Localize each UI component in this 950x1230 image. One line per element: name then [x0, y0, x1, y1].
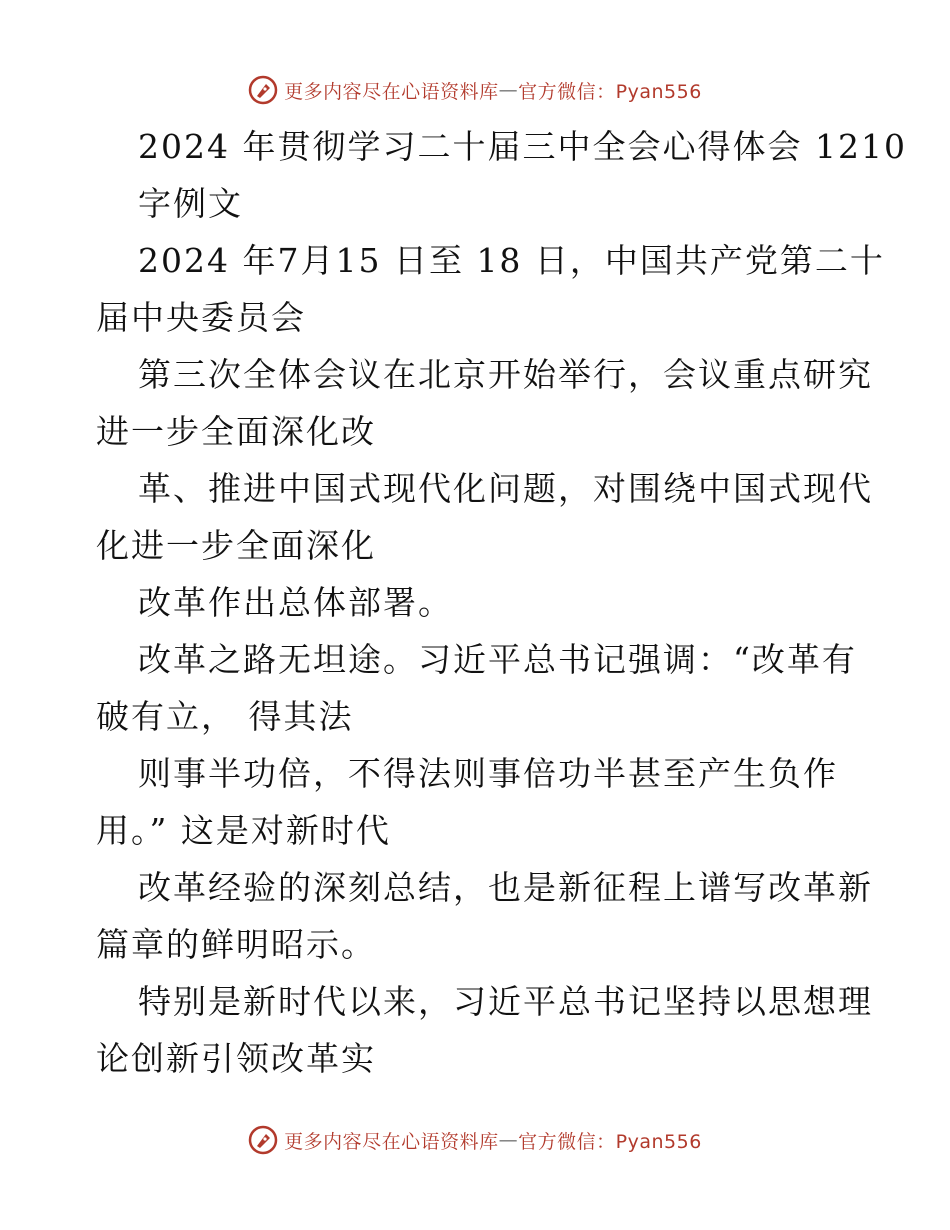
- title-line-2: 字例文: [138, 184, 243, 223]
- header-banner: [0, 70, 950, 110]
- paragraph-line: 化进一步全面深化: [96, 526, 376, 565]
- paragraph-line: 革、推进中国式现代化问题，对围绕中国式现代: [138, 469, 873, 508]
- footer-banner-contact: 官方微信：Pyan556: [518, 1130, 702, 1153]
- paragraph-line: 改革作出总体部署。: [138, 583, 453, 622]
- pen-nib-logo-icon: [248, 1125, 278, 1155]
- paragraph-line: 第三次全体会议在北京开始举行，会议重点研究: [138, 355, 873, 394]
- footer-banner: [0, 1120, 950, 1160]
- header-banner-text: 更多内容尽在心语资料库: [284, 80, 499, 103]
- header-banner-contact: 官方微信：Pyan556: [518, 80, 702, 103]
- paragraph-line: 则事半功倍，不得法则事倍功半甚至产生负作: [138, 754, 838, 793]
- footer-banner-separator: —: [498, 1129, 519, 1151]
- pen-nib-logo-icon: [248, 75, 278, 105]
- paragraph-line: 2024 年7月15 日至 18 日，中国共产党第二十: [138, 241, 885, 280]
- footer-banner-text: 更多内容尽在心语资料库: [284, 1130, 499, 1153]
- document-body: [96, 118, 907, 1087]
- title-line-1: 2024 年贯彻学习二十届三中全会心得体会 1210: [138, 127, 907, 166]
- paragraph-line: 届中央委员会: [96, 298, 306, 337]
- paragraph-line: 用。” 这是对新时代: [96, 811, 391, 850]
- paragraph-line: 论创新引领改革实: [96, 1039, 376, 1078]
- paragraph-line: 改革经验的深刻总结，也是新征程上谱写改革新: [138, 868, 873, 907]
- paragraph-line: 特别是新时代以来，习近平总书记坚持以思想理: [138, 982, 873, 1021]
- paragraph-line: 改革之路无坦途。习近平总书记强调：“改革有: [138, 640, 857, 679]
- paragraph-line: 篇章的鲜明昭示。: [96, 925, 376, 964]
- paragraph-line: 破有立， 得其法: [96, 697, 354, 736]
- header-banner-separator: —: [498, 79, 519, 101]
- paragraph-line: 进一步全面深化改: [96, 412, 376, 451]
